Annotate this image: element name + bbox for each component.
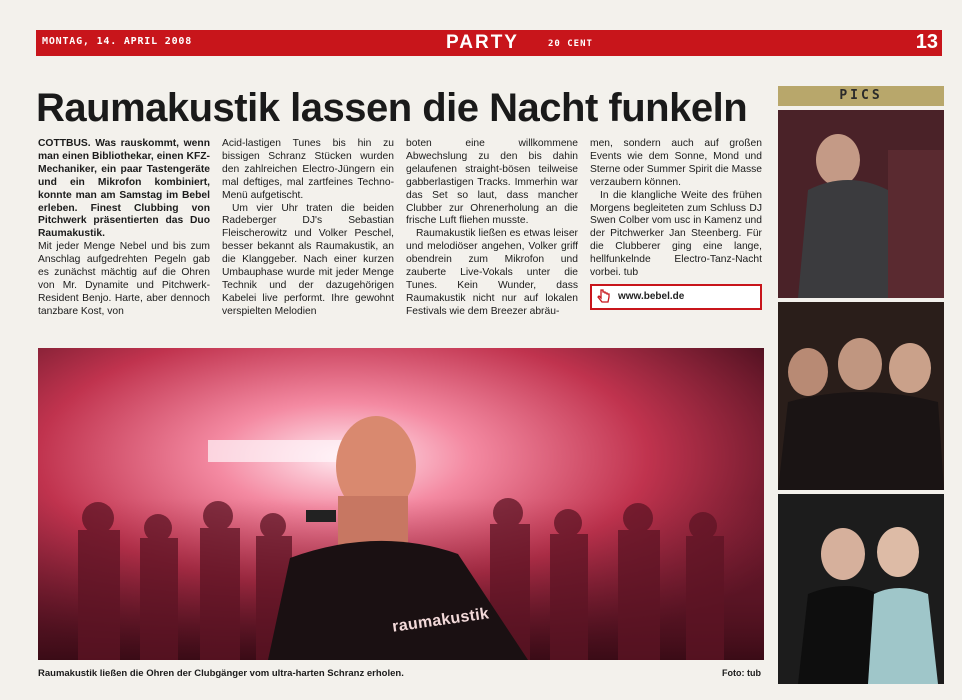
website-link[interactable]: www.bebel.de [618,290,685,302]
page-number: 13 [915,31,938,53]
article-paragraph: In die klangliche Weite des frühen Morgens begleiteten zum Schluss DJ Swen Colber vom usc in Kamenz und der Pitchwerker Jan Steenberg. Für die Clubberer ging eine lange, hellfunkelnde Electro-Tanz-Nacht vorbei. tub [590,189,762,279]
article-paragraph: Um vier Uhr traten die beiden Radeberger DJ's Sebastian Fleischerowitz und Volker Peschel, besser bekannt als Raumakustik, an die Klanggeber. Nach einer kurzen Umbauphase wurde mit jeder Menge Technik und der dazugehörigen Kabelei live performt. Ihre gewohnt verspielten Melodien [222,202,394,317]
header-bar [36,30,942,56]
party-photo-2 [778,302,944,490]
main-photo [38,348,764,660]
photo-caption: Raumakustik ließen die Ohren der Clubgänger vom ultra-harten Schranz erholen. [38,668,404,679]
article-headline: Raumakustik lassen die Nacht funkeln [36,86,748,130]
article-paragraph: boten eine willkommene Abwechslung zu den bis dahin gelaufenen straight-bösen teilweise gabberlastigen Tracks. Immerhin war das Set so laut, dass mancher Clubber zur Ohrenerholung an die frische Luft fliehen musste. [406,138,578,227]
article-paragraph: Raumakustik ließen es etwas leiser und melodiöser angehen, Volker griff obendrein zum Mikrofon und zauberte Live-Vokals unter die Tunes. Kein Wunder, dass Raumakustik nicht nur auf lokalen Festivals wie dem Breezer abräu- [406,228,578,317]
article-paragraph: men, sondern auch auf großen Events wie dem Sonne, Mond und Sterne oder Summer Spirit die Masse verzaubern können. [590,138,762,188]
pointer-hand-icon [596,289,612,305]
issue-date: MONTAG, 14. APRIL 2008 [42,36,193,47]
article-column-3 [406,138,578,342]
article-lead: COTTBUS. Was rauskommt, wenn man einen Bibliothekar, einen KFZ-Mechaniker, ein paar Tastengeräte und ein Mikrofon kombiniert, konnte man am Samstag im Bebel erleben. Finest Clubbing von Pitchwerk präsentierten das Duo Raumakustik. [38,138,210,240]
article-column-1 [38,138,210,342]
photo-credit: Foto: tub [722,668,761,678]
article-column-2 [222,138,394,342]
website-link-box[interactable] [590,284,762,310]
pics-header: PICS [778,86,944,106]
price-label: 20 CENT [548,39,593,49]
shirt-logo-text: raumakustik [391,605,491,636]
article-body [38,138,764,342]
article-paragraph: Acid-lastigen Tunes bis hin zu bissigen Schranz Stücken wurden den zahlreichen Electro-Jüngern ein mal deftiges, mal zartfeines Techno-Menü aufgetischt. [222,138,394,201]
party-photo-3 [778,494,944,684]
section-title: PARTY [446,32,519,53]
article-column-4 [590,138,762,342]
article-paragraph: Mit jeder Menge Nebel und bis zum Anschlag aufgedrehten Pegeln gab es zunächst mächtig auf die Ohren von Mr. Dynamite und Pitchwerk-Resident Benjo. Harte, aber dennoch tanzbare Kost, von [38,241,210,317]
party-photo-1 [778,110,944,298]
